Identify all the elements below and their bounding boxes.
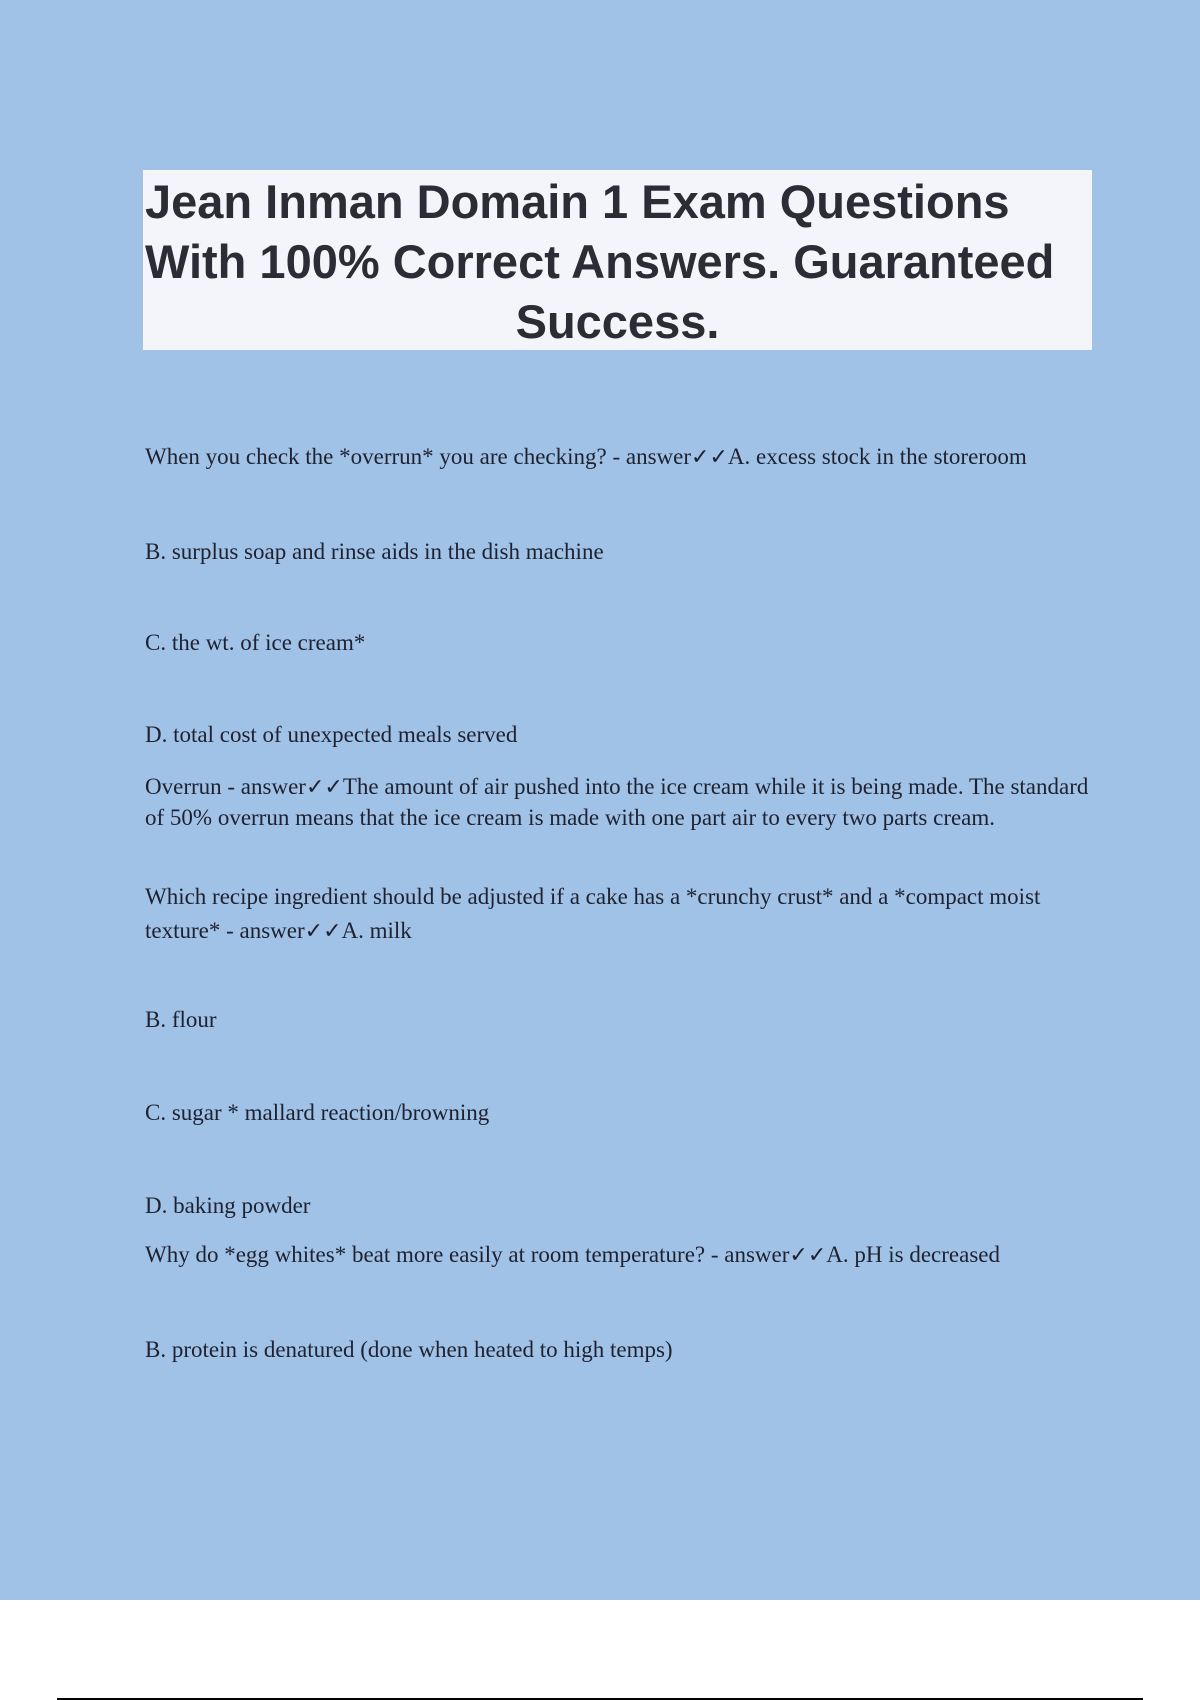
question-text: Which recipe ingredient should be adjusted if a cake has a *crunchy crust* and a *compact moist texture* - answer [145, 884, 1041, 943]
question-overrun-check [145, 444, 1027, 470]
answer-text: A. excess stock in the storeroom [727, 444, 1027, 469]
answer-check-icon: ✓✓ [304, 919, 342, 944]
answer-text: A. milk [341, 918, 412, 943]
question-text: Why do *egg whites* beat more easily at room temperature? - answer [145, 1242, 790, 1267]
option-b: B. flour [145, 1007, 217, 1032]
option-b: B. surplus soap and rinse aids in the dish machine [145, 539, 604, 564]
option-c: C. the wt. of ice cream* [145, 630, 366, 655]
document-title [143, 170, 1092, 350]
title-line-2: With 100% Correct Answers. Guaranteed [145, 235, 1055, 288]
option-c: C. sugar * mallard reaction/browning [145, 1100, 490, 1125]
answer-check-icon: ✓✓ [691, 445, 728, 470]
question-cake-crust [145, 880, 1095, 949]
option-d: D. total cost of unexpected meals served [145, 722, 518, 747]
answer-text: A. pH is decreased [826, 1242, 1000, 1267]
answer-check-icon: ✓✓ [789, 1243, 827, 1268]
question-text: When you check the *overrun* you are checking? - answer [145, 444, 692, 469]
option-b: B. protein is denatured (done when heated to high temps) [145, 1337, 673, 1362]
answer-text: The amount of air pushed into the ice cream while it is being made. The standard of 50% overrun means that the ice cream is made with one part air to every two parts cream. [145, 774, 1089, 830]
option-d: D. baking powder [145, 1193, 311, 1218]
question-text: Overrun - answer [145, 774, 306, 799]
title-line-3: Success. [515, 295, 720, 348]
definition-overrun [145, 772, 1095, 833]
question-egg-whites [145, 1242, 1000, 1268]
answer-check-icon: ✓✓ [305, 775, 343, 800]
title-line-1: Jean Inman Domain 1 Exam Questions [145, 175, 1010, 228]
